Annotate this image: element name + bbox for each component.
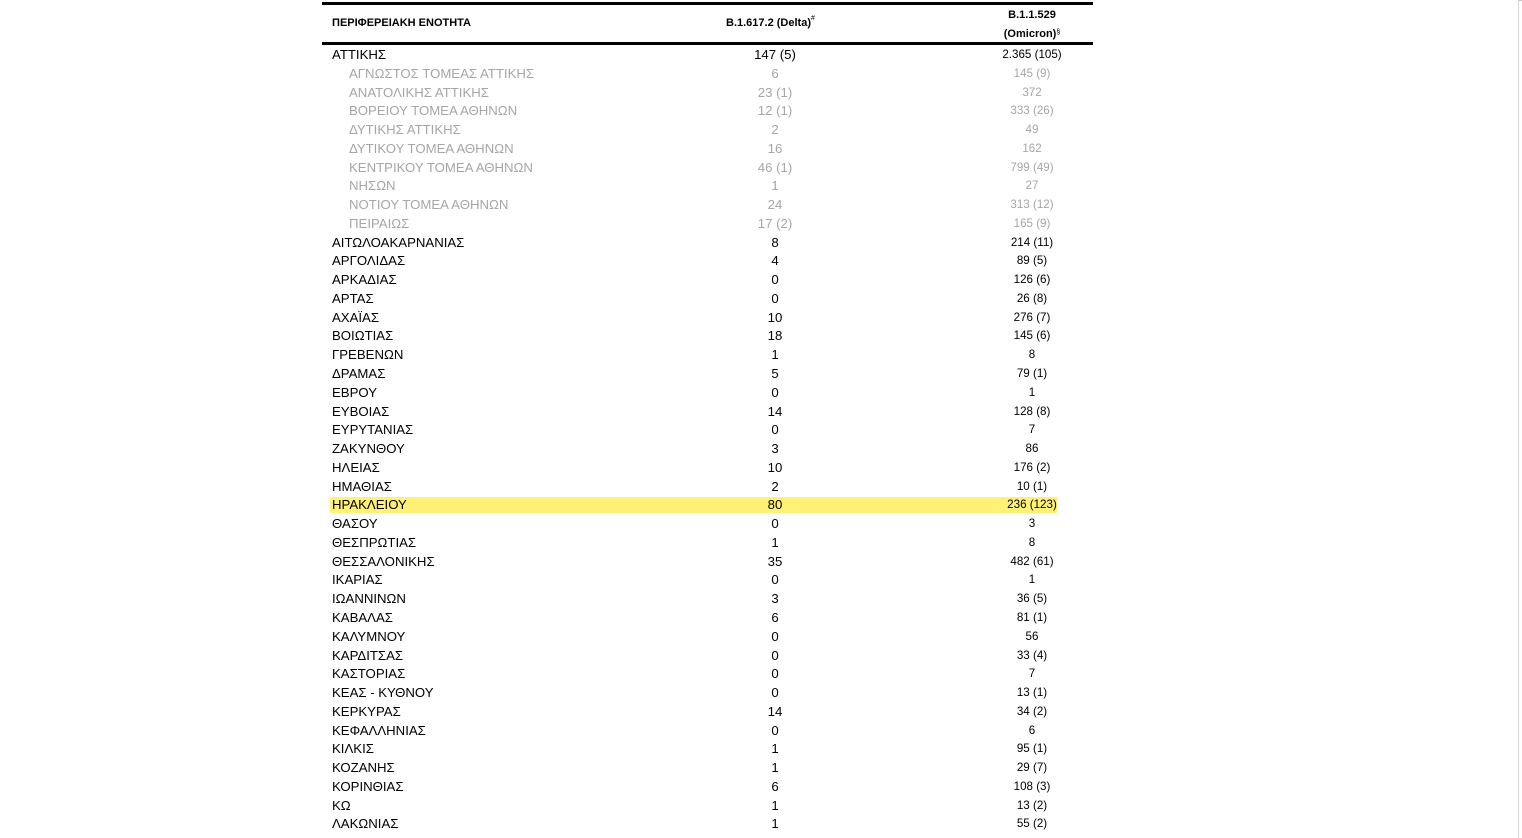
table-row <box>322 628 1093 647</box>
cell-omicron-count: 10 (1) <box>1016 479 1048 493</box>
table-row <box>322 365 1093 384</box>
cell-region-name: ΑΤΤΙΚΗΣ <box>332 47 387 62</box>
cell-region-name: ΠΕΙΡΑΙΩΣ <box>349 215 410 231</box>
table-subrow <box>322 140 1093 159</box>
cell-delta-count: 1 <box>771 797 779 813</box>
cell-region-name: ΙΩΑΝΝΙΝΩΝ <box>332 591 406 607</box>
cell-region-name: ΚΙΛΚΙΣ <box>332 741 374 757</box>
table-row <box>322 478 1093 497</box>
table-row <box>322 778 1093 797</box>
cell-omicron-count: 165 (9) <box>1013 216 1051 230</box>
cell-region-name: ΚΕΦΑΛΛΗΝΙΑΣ <box>332 722 426 738</box>
table-row <box>322 665 1093 684</box>
cell-delta-count: 24 <box>767 197 783 213</box>
cell-delta-count: 0 <box>771 666 779 682</box>
cell-omicron-count: 13 (2) <box>1016 798 1048 812</box>
cell-region-name: ΚΩ <box>332 797 351 813</box>
cell-omicron-count: 7 <box>1028 423 1036 437</box>
cell-omicron-count: 8 <box>1028 535 1036 549</box>
cell-omicron-count: 56 <box>1025 629 1039 643</box>
table-subrow <box>322 196 1093 215</box>
cell-omicron-count: 29 (7) <box>1016 761 1048 775</box>
table-subrow <box>322 177 1093 196</box>
cell-delta-count: 0 <box>771 272 779 288</box>
table-subrow <box>322 121 1093 140</box>
cell-region-name: ΕΒΡΟΥ <box>332 384 378 400</box>
cell-region-name: ΑΙΤΩΛΟΑΚΑΡΝΑΝΙΑΣ <box>332 234 465 250</box>
cell-region-name: ΑΡΚΑΔΙΑΣ <box>332 272 397 288</box>
cell-region-name: ΚΕΡΚΥΡΑΣ <box>332 703 401 719</box>
table-subrow <box>322 84 1093 103</box>
cell-omicron-count: 799 (49) <box>1010 160 1054 174</box>
cell-omicron-count: 108 (3) <box>1013 779 1051 793</box>
cell-omicron-count: 36 (5) <box>1016 592 1048 606</box>
cell-delta-count: 5 <box>771 366 779 382</box>
cell-omicron-count: 333 (26) <box>1010 104 1054 118</box>
table-row <box>322 440 1093 459</box>
cell-region-name: ΝΗΣΩΝ <box>349 178 396 194</box>
cell-omicron-count: 313 (12) <box>1010 198 1054 212</box>
header-omicron <box>982 6 1082 44</box>
cell-delta-count: 6 <box>771 65 779 81</box>
cell-delta-count: 80 <box>767 497 783 513</box>
cell-delta-count: 1 <box>771 760 779 776</box>
header-delta-label: B.1.617.2 (Delta) <box>726 17 811 29</box>
cell-delta-count: 147 (5) <box>754 47 796 62</box>
cell-region-name: ΘΕΣΣΑΛΟΝΙΚΗΣ <box>332 553 435 569</box>
cell-region-name: ΚΑΣΤΟΡΙΑΣ <box>332 666 406 682</box>
table-row <box>322 327 1093 346</box>
table-row <box>322 252 1093 271</box>
table-row <box>322 290 1093 309</box>
header-omicron-line1: B.1.1.529 <box>1008 9 1056 21</box>
table-row <box>322 515 1093 534</box>
cell-region-name: ΗΛΕΙΑΣ <box>332 459 380 475</box>
cell-delta-count: 0 <box>771 290 779 306</box>
cell-omicron-count: 27 <box>1025 179 1039 193</box>
cell-delta-count: 4 <box>771 253 779 269</box>
cell-delta-count: 16 <box>767 140 783 156</box>
cell-region-name: ΑΧΑΪΑΣ <box>332 309 379 325</box>
cell-region-name: ΚΑΒΑΛΑΣ <box>332 609 393 625</box>
header-delta-footnote-mark: # <box>810 15 815 22</box>
cell-region-name: ΝΟΤΙΟΥ ΤΟΜΕΑ ΑΘΗΝΩΝ <box>349 197 509 213</box>
header-omicron-line2: (Omicron) <box>1003 28 1057 40</box>
cell-delta-count: 0 <box>771 685 779 701</box>
table-header-rule <box>322 42 1093 45</box>
cell-omicron-count: 276 (7) <box>1013 310 1051 324</box>
cell-omicron-count: 2.365 (105) <box>1002 48 1062 61</box>
table-subrow <box>322 159 1093 178</box>
table-subrow <box>322 215 1093 234</box>
cell-delta-count: 10 <box>767 309 783 325</box>
cell-region-name: ΚΕΑΣ - ΚΥΘΝΟΥ <box>332 685 434 701</box>
cell-delta-count: 12 (1) <box>757 103 793 119</box>
cell-region-name: ΗΜΑΘΙΑΣ <box>332 478 392 494</box>
table-subrow <box>322 65 1093 84</box>
table-row <box>322 797 1093 816</box>
cell-omicron-count: 236 (123) <box>1007 498 1057 512</box>
cell-region-name: ΔΥΤΙΚΟΥ ΤΟΜΕΑ ΑΘΗΝΩΝ <box>349 140 514 156</box>
table-row <box>322 815 1093 834</box>
cell-omicron-count: 49 <box>1025 123 1039 137</box>
cell-region-name: ΓΡΕΒΕΝΩΝ <box>332 347 404 363</box>
table-row <box>322 684 1093 703</box>
cell-region-name: ΑΝΑΤΟΛΙΚΗΣ ΑΤΤΙΚΗΣ <box>349 84 489 100</box>
table-row <box>322 421 1093 440</box>
cell-omicron-count: 55 (2) <box>1016 817 1048 831</box>
table-row <box>322 590 1093 609</box>
cell-delta-count: 18 <box>767 328 783 344</box>
cell-delta-count: 6 <box>771 778 779 794</box>
cell-region-name: ΚΟΖΑΝΗΣ <box>332 760 395 776</box>
cell-omicron-count: 214 (11) <box>1010 235 1054 249</box>
table-header <box>322 5 1093 42</box>
cell-delta-count: 14 <box>767 703 783 719</box>
cell-region-name: ΘΑΣΟΥ <box>332 516 378 532</box>
cell-region-name: ΕΥΡΥΤΑΝΙΑΣ <box>332 422 414 438</box>
table-row <box>322 403 1093 422</box>
cell-region-name: ΑΡΤΑΣ <box>332 290 374 306</box>
cell-delta-count: 0 <box>771 628 779 644</box>
cell-omicron-count: 1 <box>1028 385 1036 399</box>
table-row <box>322 553 1093 572</box>
table-row <box>322 384 1093 403</box>
cell-delta-count: 14 <box>767 403 783 419</box>
cell-region-name: ΚΕΝΤΡΙΚΟΥ ΤΟΜΕΑ ΑΘΗΝΩΝ <box>349 159 533 175</box>
cell-omicron-count: 6 <box>1028 723 1036 737</box>
table-row <box>322 534 1093 553</box>
table-row <box>322 759 1093 778</box>
cell-omicron-count: 86 <box>1025 442 1039 456</box>
cell-delta-count: 1 <box>771 816 779 832</box>
cell-omicron-count: 8 <box>1028 348 1036 362</box>
cell-omicron-count: 145 (6) <box>1013 329 1051 343</box>
table-row <box>322 496 1093 515</box>
cell-omicron-count: 162 <box>1022 141 1042 155</box>
cell-delta-count: 3 <box>771 591 779 607</box>
cell-omicron-count: 34 (2) <box>1016 704 1048 718</box>
cell-omicron-count: 95 (1) <box>1016 742 1048 756</box>
cell-delta-count: 0 <box>771 572 779 588</box>
row-highlight <box>330 497 1057 513</box>
cell-region-name: ΛΑΚΩΝΙΑΣ <box>332 816 399 832</box>
cell-omicron-count: 176 (2) <box>1013 460 1051 474</box>
cell-omicron-count: 79 (1) <box>1016 367 1048 381</box>
cell-delta-count: 0 <box>771 647 779 663</box>
cell-omicron-count: 3 <box>1028 517 1036 531</box>
table-row <box>322 703 1093 722</box>
cell-region-name: ΘΕΣΠΡΩΤΙΑΣ <box>332 534 417 550</box>
cell-region-name: ΙΚΑΡΙΑΣ <box>332 572 383 588</box>
cell-delta-count: 23 (1) <box>757 84 793 100</box>
cell-omicron-count: 7 <box>1028 667 1036 681</box>
table-row <box>322 722 1093 741</box>
cell-delta-count: 0 <box>771 384 779 400</box>
cell-omicron-count: 372 <box>1022 85 1042 99</box>
table-row <box>322 271 1093 290</box>
header-region: ΠΕΡΙΦΕΡΕΙΑΚΗ ΕΝΟΤΗΤΑ <box>332 17 472 29</box>
table-body <box>322 46 1093 834</box>
cell-delta-count: 2 <box>771 478 779 494</box>
table-row <box>322 647 1093 666</box>
cell-omicron-count: 126 (6) <box>1013 273 1051 287</box>
cell-region-name: ΑΓΝΩΣΤΟΣ ΤΟΜΕΑΣ ΑΤΤΙΚΗΣ <box>349 65 535 81</box>
table-row <box>322 459 1093 478</box>
cell-delta-count: 46 (1) <box>757 159 793 175</box>
cell-region-name: ΒΟΙΩΤΙΑΣ <box>332 328 394 344</box>
cell-omicron-count: 89 (5) <box>1016 254 1048 268</box>
cell-delta-count: 17 (2) <box>757 215 793 231</box>
cell-omicron-count: 81 (1) <box>1016 610 1048 624</box>
cell-delta-count: 0 <box>771 516 779 532</box>
header-omicron-footnote-mark: § <box>1056 29 1061 36</box>
cell-omicron-count: 128 (8) <box>1013 404 1051 418</box>
cell-delta-count: 6 <box>771 609 779 625</box>
cell-delta-count: 8 <box>771 234 779 250</box>
cell-region-name: ΔΥΤΙΚΗΣ ΑΤΤΙΚΗΣ <box>349 122 461 138</box>
cell-delta-count: 0 <box>771 722 779 738</box>
cell-region-name: ΑΡΓΟΛΙΔΑΣ <box>332 253 406 269</box>
table-row <box>322 346 1093 365</box>
cell-region-name: ΚΑΛΥΜΝΟΥ <box>332 628 406 644</box>
header-delta <box>726 17 815 29</box>
cell-region-name: ΕΥΒΟΙΑΣ <box>332 403 390 419</box>
cell-delta-count: 0 <box>771 422 779 438</box>
table-row <box>322 571 1093 590</box>
cell-delta-count: 1 <box>771 741 779 757</box>
table-row <box>322 46 1093 65</box>
table-row <box>322 740 1093 759</box>
table-row <box>322 609 1093 628</box>
cell-region-name: ΚΑΡΔΙΤΣΑΣ <box>332 647 404 663</box>
cell-delta-count: 2 <box>771 122 779 138</box>
cell-region-name: ΚΟΡΙΝΘΙΑΣ <box>332 778 404 794</box>
cell-delta-count: 3 <box>771 441 779 457</box>
cell-delta-count: 1 <box>771 534 779 550</box>
cell-region-name: ΖΑΚΥΝΘΟΥ <box>332 441 405 457</box>
cell-delta-count: 1 <box>771 347 779 363</box>
table-row <box>322 234 1093 253</box>
cell-omicron-count: 145 (9) <box>1013 66 1051 80</box>
scrollbar-edge[interactable] <box>1518 0 1522 838</box>
cell-delta-count: 1 <box>771 178 779 194</box>
cell-region-name: ΗΡΑΚΛΕΙΟΥ <box>332 497 407 513</box>
table-subrow <box>322 102 1093 121</box>
cell-delta-count: 10 <box>767 459 783 475</box>
cell-omicron-count: 1 <box>1028 573 1036 587</box>
cell-omicron-count: 482 (61) <box>1010 554 1054 568</box>
cell-delta-count: 35 <box>767 553 783 569</box>
cell-region-name: ΔΡΑΜΑΣ <box>332 366 386 382</box>
table-row <box>322 309 1093 328</box>
cell-omicron-count: 13 (1) <box>1016 686 1048 700</box>
cell-omicron-count: 26 (8) <box>1016 291 1048 305</box>
cell-region-name: ΒΟΡΕΙΟΥ ΤΟΜΕΑ ΑΘΗΝΩΝ <box>349 103 518 119</box>
cell-omicron-count: 33 (4) <box>1016 648 1048 662</box>
